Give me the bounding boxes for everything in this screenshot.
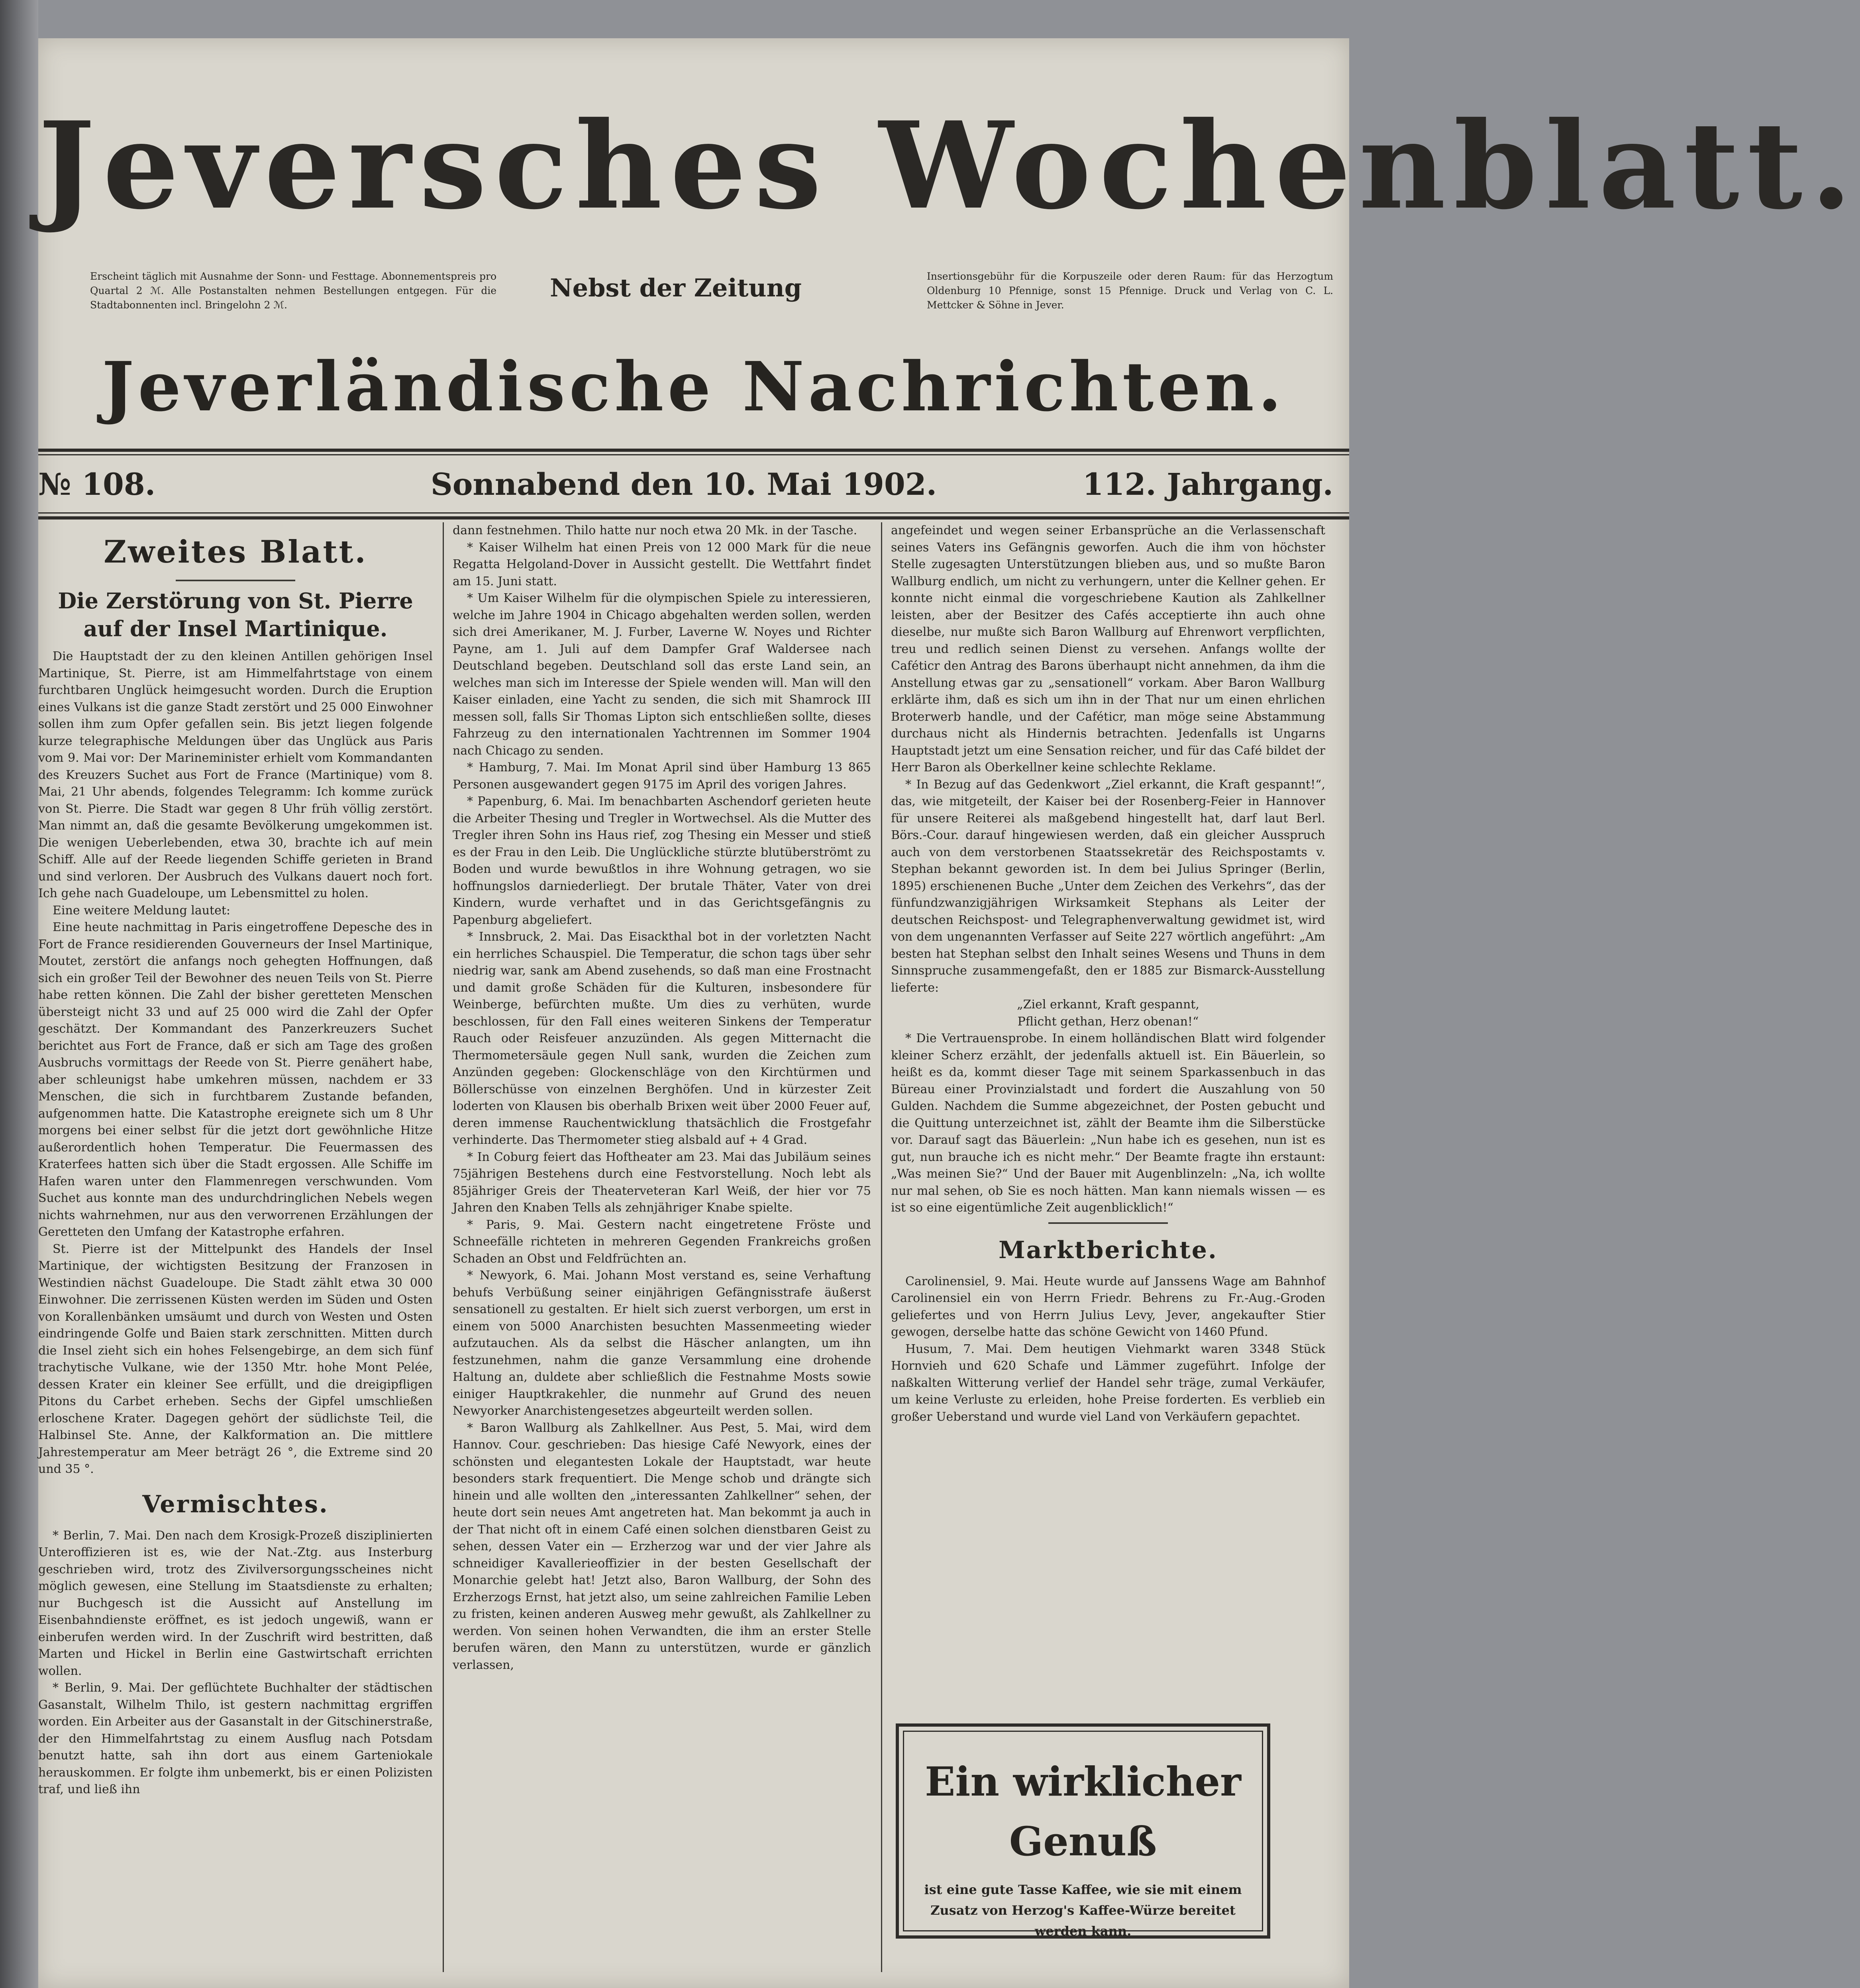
binding-edge [0, 0, 38, 1988]
masthead-rule-top [38, 449, 1349, 452]
advertisement-frame [903, 1731, 1263, 1939]
advertisement-title: Ein wirklicher Genuß [925, 1758, 1241, 1865]
article-paragraph: Eine weitere Meldung lautet: [53, 903, 231, 918]
column-divider [881, 522, 882, 1972]
dateline-rule-thin [38, 512, 1349, 514]
supplement-note: Nebst der Zeitung [549, 273, 802, 302]
market-report: Carolinensiel, 9. Mai. Heute wurde auf Janssens Wage am Bahnhof Carolinensiel ein von Herrn Friedr. Behrens zu Fr.-Aug.-Groden geliefertes und von Herrn Julius Levy, Jever, angekaufter Stier gewogen, derselbe hatte das schöne Gewicht von 1460 Pfund. [891, 1274, 1325, 1339]
article-paragraph: St. Pierre ist der Mittelpunkt des Handels der Insel Martinique, der wichtigsten Besitzung der Franzosen in Westindien nächst Guadeloupe. Die Stadt zählt etwa 30 000 Einwohner. Die zerrissenen Küsten werden im Süden und Osten von Korallenbänken umsäumt und durch von Westen und Osten eindringende Golfe und Baien stark zerschnitten. Mitten durch die Insel zieht sich ein hohes Felsengebirge, an dem sich fünf trachytische Vulkane, wie der 1350 Mtr. hohe Mont Pelée, dessen Krater ein kleiner See erfüllt, und die dreigipfligen Pitons du Carbet erheben. Sechs der Gipfel umschließen erloschene Krater. Dagegen gehört der südlichste Teil, die Halbinsel Ste. Anne, der Kalkformation an. Die mittlere Jahrestemperatur am Meer beträgt 26 °, die Extreme sind 20 und 35 °. [38, 1242, 433, 1476]
verse-line: Pflicht gethan, Herz obenan!“ [1017, 1014, 1199, 1029]
divider [1048, 1222, 1168, 1224]
market-report: Husum, 7. Mai. Dem heutigen Viehmarkt waren 3348 Stück Hornvieh und 620 Schafe und Lämmer zugeführt. Infolge der naßkalten Witterung verlief der Handel sehr träge, zumal Verkäufer, um keine Verluste zu erleiden, hohe Preise forderten. Es verblieb ein großer Ueberstand und wurde viel Land von Verkäufern gepachtet. [891, 1342, 1325, 1424]
subscription-info: Erscheint täglich mit Ausnahme der Sonn- und Festtage. Abonnementspreis pro Quartal 2 ℳ. Alle Postanstalten nehmen Bestellungen entgegen. Für die Stadtabonnenten incl. Bringelohn 2 ℳ. [90, 271, 496, 311]
dateline [38, 459, 1349, 510]
section-heading-marktberichte: Marktberichte. [999, 1236, 1218, 1264]
section-heading-zweites-blatt: Zweites Blatt. [104, 534, 367, 570]
article-title: Die Zerstörung von St. Pierre auf der Insel Martinique. [58, 588, 413, 641]
news-item: * Paris, 9. Mai. Gestern nacht eingetretene Fröste und Schneefälle richteten in mehreren Gegenden Frankreichs großen Schaden an Obst und Feldfrüchten an. [453, 1218, 871, 1266]
column-2 [453, 522, 871, 1972]
advertisement-text: ist eine gute Tasse Kaffee, wie sie mit einem Zusatz von Herzog's Kaffee-Würze bereitet werden kann. [924, 1882, 1242, 1939]
advertisement [896, 1723, 1270, 1939]
masthead [38, 82, 1860, 257]
news-item: * Hamburg, 7. Mai. Im Monat April sind über Hamburg 13 865 Personen ausgewandert gegen 9175 im April des vorigen Jahres. [453, 761, 871, 792]
section-heading-vermischtes: Vermischtes. [142, 1490, 329, 1518]
verse-line: „Ziel erkannt, Kraft gespannt, [1017, 998, 1199, 1012]
news-item: * Papenburg, 6. Mai. Im benachbarten Aschendorf gerieten heute die Arbeiter Thesing und Tregler in Wortwechsel. Als die Mutter des Tregler ihren Sohn ins Haus rief, zog Thesing ein Messer und stieß es der Frau in den Leib. Die Unglückliche stürzte blutüberströmt zu Boden und wurde bewußtlos in ihre Wohnung getragen, wo sie hoffnungslos darniederliegt. Der brutale Thäter, Vater von drei Kindern, wurde verhaftet und in das Gerichtsgefängnis zu Papenburg abgeliefert. [453, 794, 871, 927]
issue-number: № 108. [38, 467, 156, 502]
news-item: * Die Vertrauensprobe. In einem holländischen Blatt wird folgender kleiner Scherz erzählt, der jedenfalls aktuell ist. Ein Bäuerlein, so heißt es da, kommt dieser Tage mit seinem Sparkassenbuch in das Büreau einer Provinzialstadt und fordert die Auszahlung von 50 Gulden. Nachdem die Summe abgezeichnet, der Posten gebucht und die Quittung unterzeichnet ist, zählt der Beamte ihm die Silberstücke vor. Darauf sagt das Bäuerlein: „Nun habe ich es gesehen, nun ist es gut, nun brauche ich es nicht mehr.“ Der Beamte fragte ihn erstaunt: „Was meinen Sie?“ Und der Bauer mit Augenblinzeln: „Na, ich wollte nur mal sehen, ob Sie es noch hätten. Man kann niemals wissen — es ist so eine eigentümliche Zeit augenblicklich!“ [891, 1031, 1325, 1215]
divider [176, 580, 295, 581]
news-item: * In Bezug auf das Gedenkwort „Ziel erkannt, die Kraft gespannt!“, das, wie mitgeteilt, der Kaiser bei der Rosenberg-Feier in Hannover für unsere Reiterei als maßgebend hingestellt hat, darf laut Berl. Börs.-Cour. darauf hingewiesen werden, daß ein gleicher Ausspruch auch von dem verstorbenen Staatssekretär des Reichspostamts v. Stephan bekannt geworden ist. In dem bei Julius Springer (Berlin, 1895) erschienenen Buche „Unter dem Zeichen des Verkehrs“, das der fünfundzwanzigjährigen Wirksamkeit Stephans als Leiter der deutschen Reichspost- und Telegraphenverwaltung gewidmet ist, wird von dem ungenannten Verfasser auf Seite 227 wörtlich angeführt: „Am besten hat Stephan selbst den Inhalt seines Wesens und Thuns in dem Sinnspruche zusammengefaßt, den er 1885 zur Bismarck-Ausstellung lieferte: [891, 777, 1325, 995]
advertising-info: Insertionsgebühr für die Korpuszeile oder deren Raum: für das Herzogtum Oldenburg 10 Pfennige, sonst 15 Pfennige. Druck und Verlag von C. L. Mettcker & Söhne in Jever. [927, 271, 1333, 311]
news-item: * Berlin, 7. Mai. Den nach dem Krosigk-Prozeß disziplinierten Unteroffizieren ist es, wie der Nat.-Ztg. aus Insterburg geschrieben wird, trotz des Zivilversorgungsscheines nicht möglich gewesen, eine Stellung im Staatsdienste zu erhalten; nur Buchgesch ist die Aussicht auf Anstellung im Eisenbahndienste eröffnet, es ist jedoch ungewiß, wann er einberufen werden wird. In der Zuschrift wird bestritten, daß Marten und Hickel in Berlin eine Gastwirtschaft errichten wollen. [38, 1528, 433, 1678]
news-item: angefeindet und wegen seiner Erbansprüche an die Verlassenschaft seines Vaters ins Gefängnis geworfen. Auch die ihm von höchster Stelle zugesagten Unterstützungen blieben aus, und so mußte Baron Wallburg endlich, um nicht zu verhungern, unter die Kellner gehen. Er konnte nicht einmal die vorgeschriebene Kaution als Zahlkellner leisten, aber der Besitzer des Cafés acceptierte ihn auch ohne dieselbe, nur mußte sich Baron Wallburg auf Ehrenwort verpflichten, treu und redlich seinen Dienst zu versehen. Anfangs wollte der Caféticr den Antrag des Barons überhaupt nicht annehmen, da ihm die Anstellung etwas gar zu „sensationell“ vorkam. Aber Baron Wallburg erklärte ihm, daß es sich um ihn in der That nur um einen ehrlichen Broterwerb handle, und der Caféticr, man möge seine Abstammung durchaus nicht als Hindernis betrachten. Jedenfalls ist Ungarns Hauptstadt jetzt um eine Sensation reicher, und für das Café bildet der Herr Baron als Oberkellner keine schlechte Reklame. [891, 523, 1325, 774]
article-paragraph: Die Hauptstadt der zu den kleinen Antillen gehörigen Insel Martinique, St. Pierre, ist am Himmelfahrtstage von einem furchtbaren Unglück heimgesucht worden. Durch die Eruption eines Vulkans ist die ganze Stadt zerstört und 25 000 Einwohner sollen ihm zum Opfer gefallen sein. Bis jetzt liegen folgende kurze telegraphische Meldungen über das Unglück aus Paris vom 9. Mai vor: Der Marineminister erhielt vom Kommandanten des Kreuzers Suchet aus Fort de France (Martinique) vom 8. Mai, 21 Uhr abends, folgendes Telegramm: Ich komme zurück von St. Pierre. Die Stadt war gegen 8 Uhr früh völlig zerstört. Man nimmt an, daß die gesamte Bevölkerung umgekommen ist. Die wenigen Ueberlebenden, etwa 30, brachte ich auf mein Schiff. Alle auf der Reede liegenden Schiffe gerieten in Brand und sind verloren. Der Ausbruch des Vulkans dauert noch fort. Ich gehe nach Guadeloupe, um Lebensmittel zu holen. [38, 649, 433, 900]
newspaper-title: Jeversches Wochenblatt. [38, 95, 1860, 236]
news-item: * Kaiser Wilhelm hat einen Preis von 12 000 Mark für die neue Regatta Helgoland-Dover in Aussicht gestellt. Die Wettfahrt findet am 15. Juni statt. [453, 540, 871, 588]
subhead [38, 269, 1349, 341]
news-item: * Berlin, 9. Mai. Der geflüchtete Buchhalter der städtischen Gasanstalt, Wilhelm Thilo, ist gestern nachmittag ergriffen worden. Ein Arbeiter aus der Gasanstalt in der Gitschinerstraße, der den Himmelfahrtstag zu einem Ausflug nach Potsdam benutzt hatte, sah ihn dort aus einem Garteniokale herauskommen. Er folgte ihm unbemerkt, bis er einen Polizisten traf, und ließ ihn [38, 1681, 433, 1796]
newspaper-page [38, 38, 1860, 1988]
column-divider [443, 522, 444, 1972]
secondary-title: Jeverländische Nachrichten. [102, 347, 1286, 427]
news-item: * Newyork, 6. Mai. Johann Most verstand es, seine Verhaftung behufs Verbüßung seiner einjährigen Gefängnisstrafe äußerst sensationell zu gestalten. Er hielt sich zuerst verborgen, um erst in einem von 5000 Anarchisten besuchten Massenmeeting wieder aufzutauchen. Als da selbst die Häscher anlangten, um ihn festzunehmen, nahm die ganze Versammlung eine drohende Haltung an, duldete aber schließlich die Festnahme Mosts sowie einiger Hauptkrakehler, die nunmehr auf Grund des neuen Newyorker Anarchistengesetzes abgeurteilt werden sollen. [453, 1268, 871, 1418]
column-1 [38, 522, 433, 1972]
masthead-rule-top-thin [38, 454, 1349, 455]
article-paragraph: Eine heute nachmittag in Paris eingetroffene Depesche des in Fort de France residierenden Gouverneurs der Insel Martinique, Moutet, zerstört die anfangs noch gehegten Hoffnungen, daß sich ein großer Teil der Bewohner des neuen Teils von St. Pierre habe retten können. Die Zahl der bisher geretteten Menschen übersteigt nicht 33 und auf 25 000 wird die Zahl der Opfer geschätzt. Der Kommandant des Panzerkreuzers Suchet berichtet aus Fort de France, daß er sich am Tage des großen Ausbruchs vormittags der Reede von St. Pierre genähert habe, aber schleunigst habe umkehren müssen, nachdem er 33 Menschen, die sich in furchtbarem Zustande befanden, aufgenommen hatte. Die Katastrophe ereignete sich um 8 Uhr morgens bei einer selbst für die jetzt dort gewöhnliche Hitze außerordentlich hohen Temperatur. Die Feuermassen des Kraterfees hatten sich über die Stadt ergossen. Alle Schiffe im Hafen waren unter den Flammenregen verschwunden. Vom Suchet aus konnte man des undurchdringlichen Nebels wegen nichts wahrnehmen, nur aus den verworrenen Erzählungen der Geretteten den Umfang der Katastrophe erfahren. [38, 920, 433, 1239]
news-item: dann festnehmen. Thilo hatte nur noch etwa 20 Mk. in der Tasche. [453, 523, 857, 537]
issue-date: Sonnabend den 10. Mai 1902. [430, 467, 937, 502]
news-item: * In Coburg feiert das Hoftheater am 23. Mai das Jubiläum seines 75jährigen Bestehens durch eine Festvorstellung. Noch lebt als 85jähriger Greis der Theaterveteran Karl Weiß, der hier vor 75 Jahren den Knaben Tells als zehnjähriger Knabe spielte. [453, 1150, 871, 1215]
news-item: * Baron Wallburg als Zahlkellner. Aus Pest, 5. Mai, wird dem Hannov. Cour. geschrieben: Das hiesige Café Newyork, eines der schönsten und elegantesten Lokale der Hauptstadt, war heute besonders stark frequentiert. Die Menge schob und drängte sich hinein und alle wollten den „interessanten Zahlkellner“ sehen, der heute dort sein neues Amt angetreten hat. Man bekommt ja auch in der That nicht oft in einem Café einen solchen dienstbaren Geist zu sehen, dessen Vater ein — Erzherzog war und der vier Jahre als schneidiger Kavallerieoffizier in der besten Gesellschaft der Monarchie gelebt hat! Jetzt also, Baron Wallburg, der Sohn des Erzherzogs Ernst, hat jetzt also, um seine zahlreichen Familie Leben zu fristen, keinen anderen Ausweg mehr gewußt, als Zahlkellner zu werden. Von seinen hohen Verwandten, die ihm an erster Stelle berufen wären, den Mann zu unterstützen, wurde er gänzlich verlassen, [453, 1421, 871, 1672]
news-item: * Um Kaiser Wilhelm für die olympischen Spiele zu interessieren, welche im Jahre 1904 in Chicago abgehalten werden sollen, werden sich drei Amerikaner, M. J. Furber, Laverne W. Noyes und Richter Payne, am 1. Juli auf dem Dampfer Graf Waldersee nach Deutschland begeben. Deutschland soll das erste Land sein, an welches man sich im Interesse der Spiele wenden will. Man will den Kaiser einladen, eine Yacht zu senden, die sich mit Shamrock III messen soll, falls Sir Thomas Lipton sich entschließen sollte, dieses Fahrzeug zu den internationalen Yachtrennen im Sommer 1904 nach Chicago zu senden. [453, 591, 871, 758]
news-item: * Innsbruck, 2. Mai. Das Eisackthal bot in der vorletzten Nacht ein herrliches Schauspiel. Die Temperatur, die schon tags über sehr niedrig war, sank am Abend zusehends, so daß man eine Frostnacht und damit große Schäden für die Kulturen, insbesondere für Weinberge, befürchten mußte. Um dies zu verhüten, wurde beschlossen, für den Fall eines weiteren Sinkens der Temperatur Rauch oder Reisfeuer anzuzünden. Als gegen Mitternacht die Thermometersäule gegen Null sank, wurden die Zeichen zum Anzünden gegeben: Glockenschläge von den Kirchtürmen und Böllerschüsse von einzelnen Berghöfen. Und in kürzester Zeit loderten von Klausen bis oberhalb Brixen weit über 2000 Feuer auf, deren immense Rauchentwicklung thatsächlich die Frostgefahr verhinderte. Das Thermometer stieg alsbald auf + 4 Grad. [453, 930, 871, 1147]
volume-year: 112. Jahrgang. [1082, 467, 1333, 502]
dateline-rule-bottom [38, 516, 1349, 520]
